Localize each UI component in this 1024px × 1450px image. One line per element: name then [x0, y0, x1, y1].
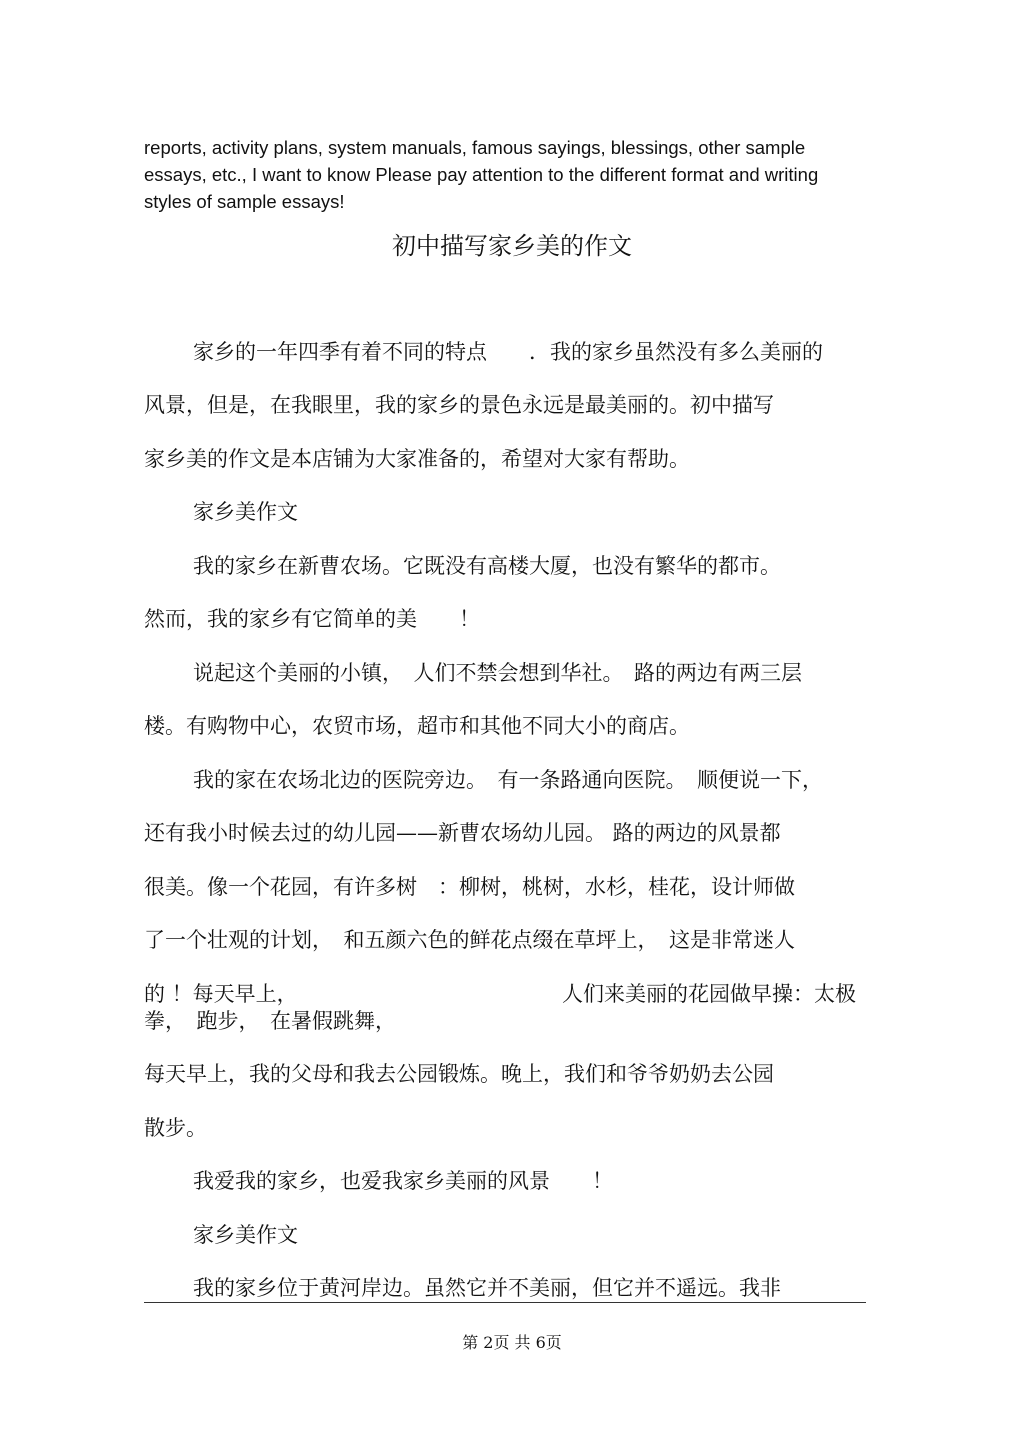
body-line: 还有我小时候去过的幼儿园——新曹农场幼儿园。 路的两边的风景都	[144, 821, 781, 845]
body-line: 楼。有购物中心，农贸市场，超市和其他不同大小的商店。	[144, 714, 690, 738]
body-line: 我的家在农场北边的医院旁边。 有一条路通向医院。 顺便说一下，	[193, 768, 823, 792]
page-number: 第 2页 共 6页	[462, 1333, 562, 1352]
body-line: 人们来美丽的花园做早操：太极	[562, 982, 856, 1006]
footer-divider	[144, 1302, 866, 1303]
body-line: 拳， 跑步， 在暑假跳舞，	[144, 1009, 396, 1033]
body-line: 家乡的一年四季有着不同的特点 ．我的家乡虽然没有多么美丽的	[193, 340, 823, 364]
body-line: 我的家乡在新曹农场。它既没有高楼大厦，也没有繁华的都市。	[193, 554, 781, 578]
body-line: 然而，我的家乡有它简单的美 ！	[144, 607, 480, 631]
body-line: 散步。	[144, 1116, 207, 1140]
body-line: 说起这个美丽的小镇， 人们不禁会想到华社。 路的两边有两三层	[193, 661, 802, 685]
body-line: 了一个壮观的计划， 和五颜六色的鲜花点缀在草坪上， 这是非常迷人	[144, 928, 795, 952]
body-line: 风景，但是，在我眼里，我的家乡的景色永远是最美丽的。初中描写	[144, 393, 774, 417]
body-line: 我的家乡位于黄河岸边。虽然它并不美丽，但它并不遥远。我非	[193, 1276, 781, 1300]
section-heading: 家乡美作文	[193, 500, 298, 524]
body-line: 每天早上，我的父母和我去公园锻炼。晚上，我们和爷爷奶奶去公园	[144, 1062, 774, 1086]
body-line: 家乡美的作文是本店铺为大家准备的，希望对大家有帮助。	[144, 447, 690, 471]
body-line: 的 ！每天早上，	[144, 982, 298, 1006]
body-line: 我爱我的家乡，也爱我家乡美丽的风景 ！	[193, 1169, 613, 1193]
section-heading: 家乡美作文	[193, 1223, 298, 1247]
document-title: 初中描写家乡美的作文	[392, 232, 632, 260]
intro-paragraph: reports, activity plans, system manuals, famous sayings, blessings, other sample essays, etc., I want to know Please pay attention to the different format and writing styles of sample essays!	[144, 137, 819, 212]
body-line: 很美。像一个花园，有许多树 ：柳树，桃树，水杉，桂花，设计师做	[144, 875, 795, 899]
